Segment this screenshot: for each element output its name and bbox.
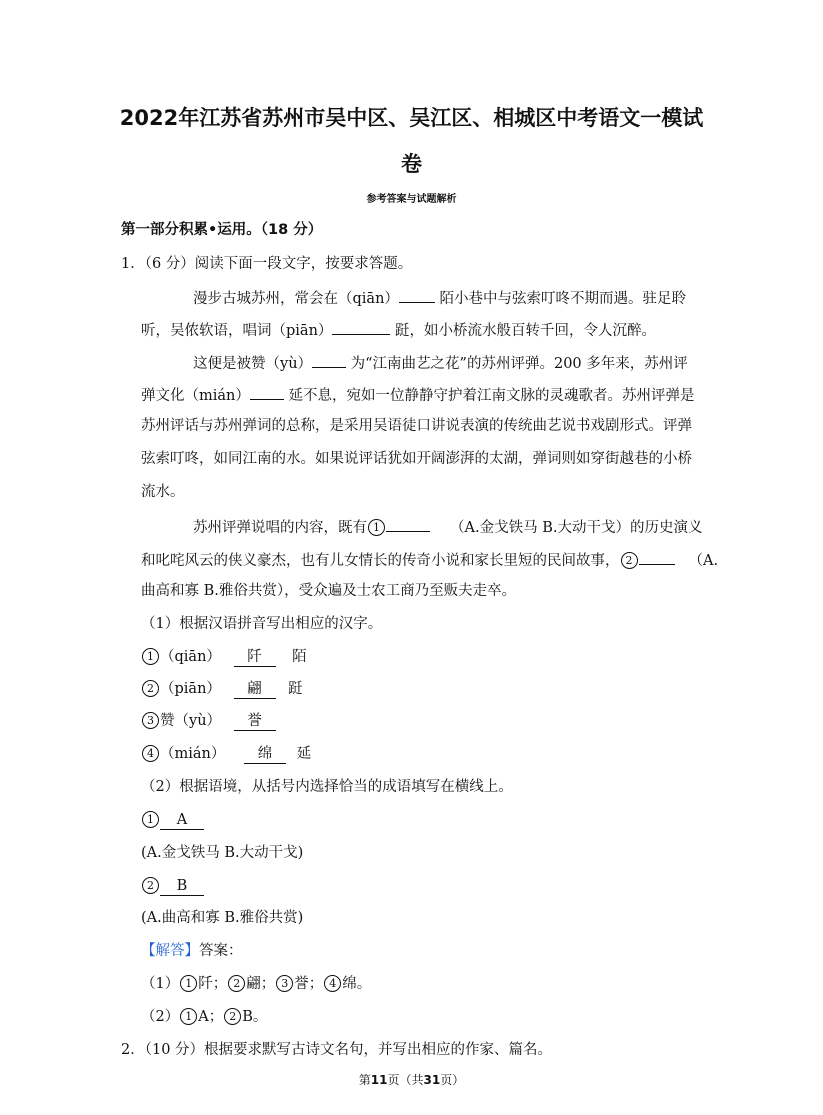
answer-text: B: [160, 878, 204, 896]
fill-blank: [639, 548, 675, 565]
circled-number: 3: [142, 712, 159, 729]
circled-number: 4: [142, 745, 159, 762]
circled-number: 1: [180, 1008, 197, 1025]
circled-number: 2: [142, 877, 159, 894]
answer-text: 翩: [234, 681, 276, 699]
answer-item: 4 （mián） 绵 延: [141, 744, 311, 764]
section-heading: 第一部分积累•运用。（18 分）: [121, 222, 323, 238]
answer-text: 绵: [244, 746, 286, 764]
circled-number: 2: [142, 680, 159, 697]
question-1-head: 1．（6 分）阅读下面一段文字，按要求答题。: [121, 256, 413, 272]
passage-line: 漫步古城苏州，常会在（qiān） 陌小巷中与弦索叮咚不期而遇。驻足聆: [193, 286, 686, 309]
solution-line: （2） 1 A； 2 B。: [141, 1009, 268, 1025]
passage-line: 流水。: [141, 484, 185, 500]
solution-tag: 【解答】: [141, 943, 199, 959]
circled-number: 1: [142, 811, 159, 828]
answer-item: [141, 810, 204, 830]
sub-question-2: （2）根据语境，从括号内选择恰当的成语填写在横线上。: [141, 779, 513, 795]
fill-blank: [332, 318, 390, 335]
solution-line: （1） 1 阡； 2 翩； 3 誉； 4 绵。: [141, 976, 372, 992]
fill-blank: [399, 286, 435, 303]
answer-item: 1 （qiān） 阡 陌: [141, 647, 307, 667]
fill-blank: [312, 351, 346, 368]
passage-line: 曲高和寡 B.雅俗共赏），受众遍及士农工商乃至贩夫走卒。: [141, 583, 517, 599]
passage-line: 苏州评话与苏州弹词的总称，是采用吴语徒口讲说表演的传统曲艺说书戏剧形式。评弹: [141, 418, 692, 434]
total-pages: 31: [423, 1073, 441, 1087]
answer-text: A: [160, 812, 204, 830]
passage-line: 弦索叮咚，如同江南的水。如果说评话犹如开阔澎湃的太湖，弹词则如穿街越巷的小桥: [141, 451, 692, 467]
answer-item: [141, 876, 204, 896]
sub-question-1: （1）根据汉语拼音写出相应的汉字。: [141, 616, 383, 632]
circled-number: 4: [324, 975, 341, 992]
answer-item: 2 （piān） 翩 跹: [141, 679, 303, 699]
circled-number: 2: [228, 975, 245, 992]
circled-number: 3: [276, 975, 293, 992]
solution-heading: 【解答】答案：: [141, 943, 243, 959]
circled-number: 1: [142, 648, 159, 665]
fill-blank: [250, 383, 284, 400]
page-title-continued: 卷: [401, 152, 422, 176]
answer-text: 誉: [234, 713, 276, 731]
page-subtitle: 参考答案与试题解析: [366, 194, 457, 205]
question-2-head: 2．（10 分）根据要求默写古诗文名句，并写出相应的作家、篇名。: [121, 1042, 553, 1058]
page-footer: 第11页（共31页）: [358, 1073, 465, 1087]
circled-number: 1: [368, 519, 385, 536]
passage-line: 这便是被赞（yù） 为“江南曲艺之花”的苏州评弹。200 多年来，苏州评: [193, 351, 688, 374]
page-number: 11: [370, 1073, 388, 1087]
answer-options: (A.曲高和寡 B.雅俗共赏): [141, 910, 304, 926]
passage-line: 和叱咤风云的侠义豪杰，也有儿女情长的传奇小说和家长里短的民间故事， 2 （A.: [141, 548, 718, 571]
circled-number: 2: [224, 1008, 241, 1025]
answer-text: 阡: [234, 649, 276, 667]
passage-line: 苏州评弹说唱的内容，既有 1 （A.金戈铁马 B.大动干戈）的历史演义: [193, 515, 702, 538]
circled-number: 1: [180, 975, 197, 992]
answer-options: (A.金戈铁马 B.大动干戈): [141, 845, 304, 861]
passage-line: 听，吴侬软语，唱词（piān） 跹，如小桥流水般百转千回，令人沉醉。: [141, 318, 656, 341]
circled-number: 2: [621, 552, 638, 569]
passage-line: 弹文化（mián） 延不息，宛如一位静静守护着江南文脉的灵魂歌者。苏州评弹是: [141, 383, 694, 406]
fill-blank: [386, 515, 430, 532]
page-title: 2022年江苏省苏州市吴中区、吴江区、相城区中考语文一模试: [119, 106, 704, 130]
answer-item: 3 赞（yù） 誉: [141, 711, 276, 731]
